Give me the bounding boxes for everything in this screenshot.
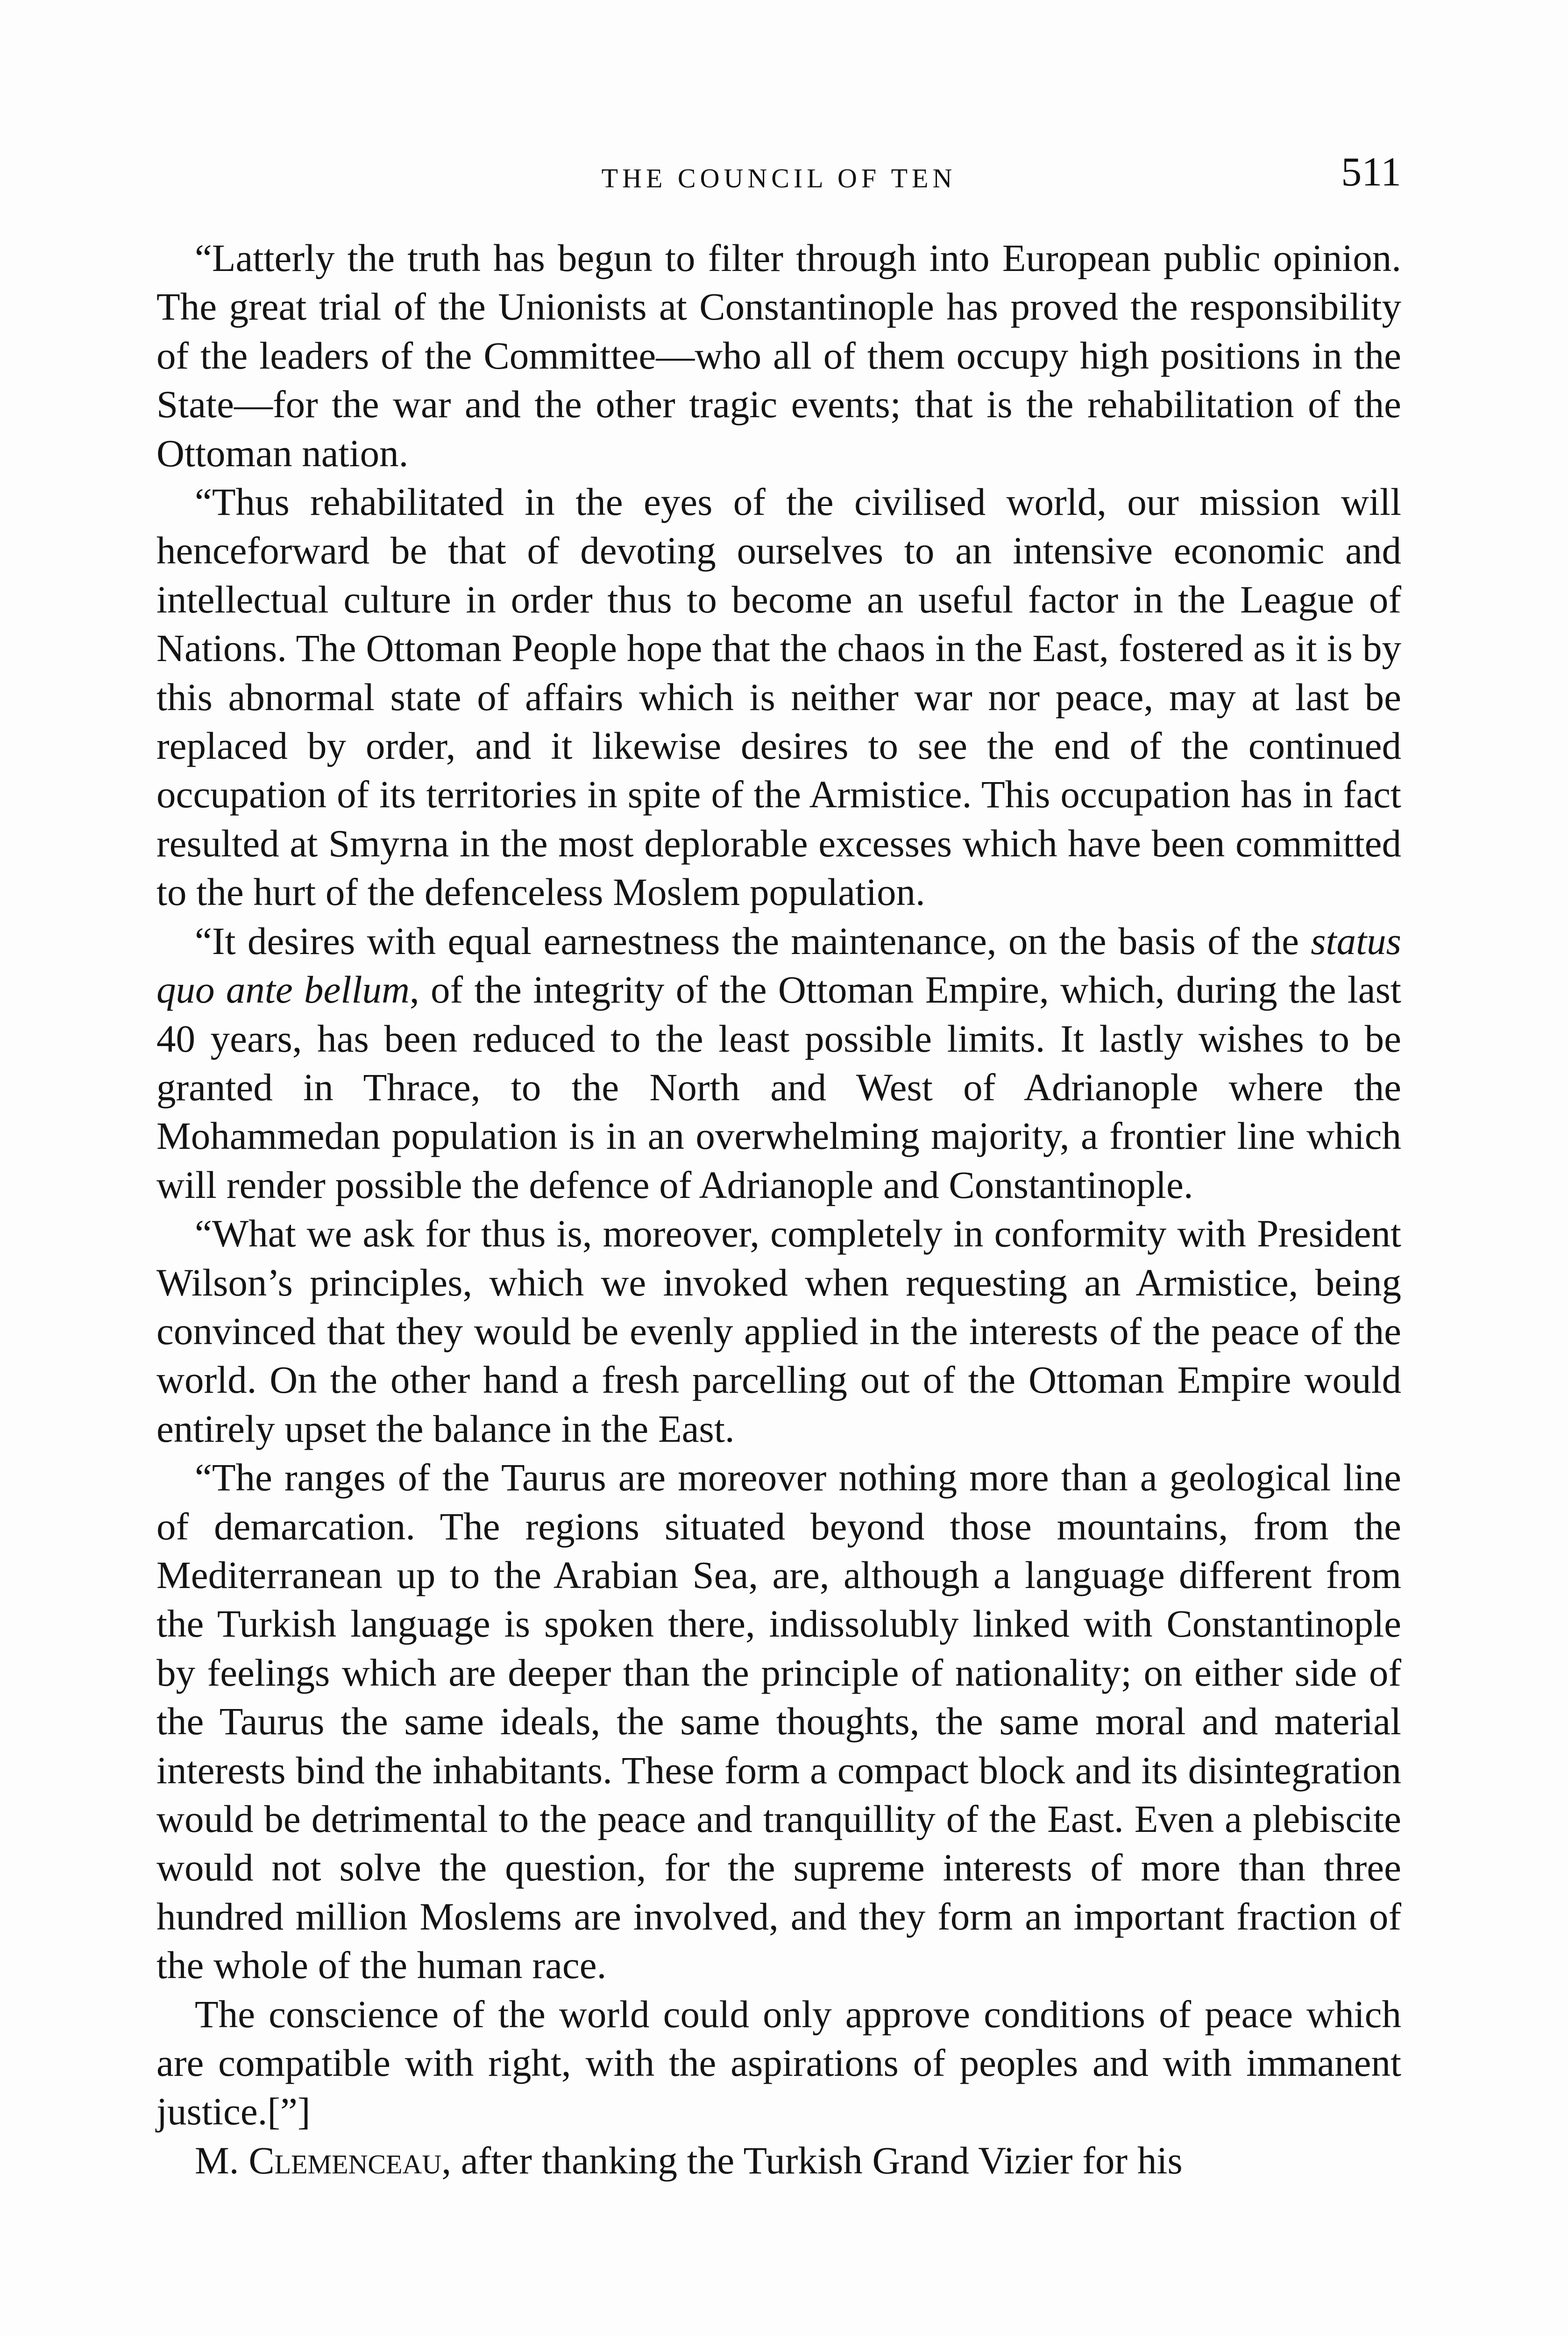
running-title: THE COUNCIL OF TEN <box>601 163 957 193</box>
page-header <box>156 149 1401 200</box>
paragraph-taurus: “The ranges of the Taurus are moreover nothing more than a geological line of demarcation. The regions situated beyond those mountains, from the Mediterranean up to the Arabian Sea, are, although a language different from the Turkish language is spoken there, indissolubly linked with Constantinople by feelings which are deeper than the principle of nationality; on either side of the Taurus the same ideals, the same thoughts, the same moral and material interests bind the inhabitants. These form a compact block and its disintegration would be detrimental to the peace and tranquillity of the East. Even a plebiscite would not solve the question, for the supreme interests of more than three hundred million Moslems are involved, and they form an important fraction of the whole of the human race. <box>156 1456 1401 1987</box>
paragraph-status-quo-end: , of the integrity of the Ottoman Empire, which, during the last 40 years, has been reduced to the least possible limits. It lastly wishes to be granted in Thrace, to the North and West of Adrianople where the Mohammedan population is in an overwhelming majority, a frontier line which will render possible the defence of Adrianople and Constantinople. <box>156 968 1401 1206</box>
page-number: 511 <box>1341 150 1401 195</box>
paragraph-status-quo <box>156 917 1401 1209</box>
speaker-prefix: M. <box>195 2138 249 2182</box>
paragraph-clemenceau <box>156 2136 1401 2185</box>
paragraph-rehabilitated: “Thus rehabilitated in the eyes of the civilised world, our mission will henceforward be that of devoting ourselves to an intensive economic and intellectual culture in order thus to become an useful factor in the League of Nations. The Ottoman People hope that the chaos in the East, fostered as it is by this abnormal state of affairs which is neither war nor peace, may at last be replaced by order, and it likewise desires to see the end of the continued occupation of its territories in spite of the Armistice. This occupation has in fact resulted at Smyrna in the most deplorable excesses which have been committed to the hurt of the defenceless Moslem population. <box>156 480 1401 914</box>
paragraph-status-quo-start: “It desires with equal earnestness the maintenance, on the basis of the <box>195 919 1311 962</box>
paragraph-clemenceau-text: , after thanking the Turkish Grand Vizier for his <box>441 2138 1183 2182</box>
body-text <box>156 234 1401 2185</box>
speaker-name: Clemenceau <box>248 2138 442 2182</box>
paragraph-trial-of-unionists: “Latterly the truth has begun to filter through into European public opinion. The great trial of the Unionists at Constantinople has proved the responsibility of the leaders of the Committee—who all of them occupy high positions in the State—for the war and the other tragic events; that is the rehabilitation of the Ottoman nation. <box>156 236 1401 475</box>
latin-phrase: status quo ante bellum <box>156 919 1401 1011</box>
paragraph-conscience: The conscience of the world could only approve conditions of peace which are compatible with right, with the aspirations of peoples and with immanent justice.[”] <box>156 1992 1401 2133</box>
paragraph-wilson-principles: “What we ask for thus is, moreover, completely in conformity with President Wilson’s principles, which we invoked when requesting an Armistice, being convinced that they would be evenly applied in the interests of the peace of the world. On the other hand a fresh parcelling out of the Ottoman Empire would entirely upset the balance in the East. <box>156 1212 1401 1450</box>
